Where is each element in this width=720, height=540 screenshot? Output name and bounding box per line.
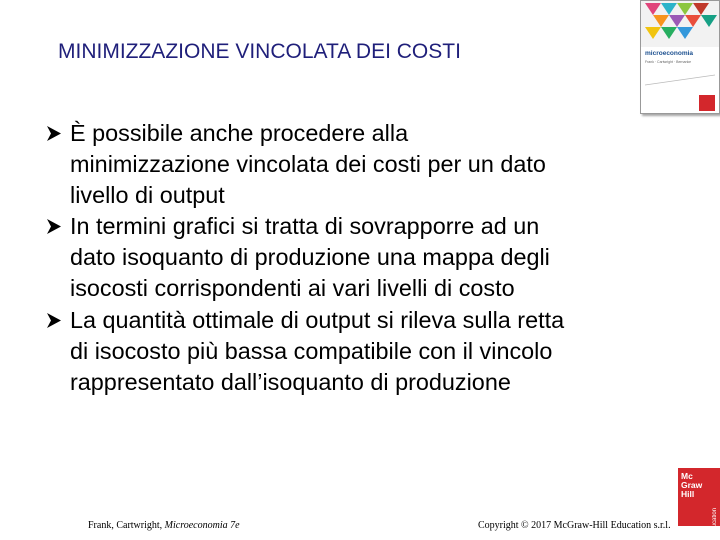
bullet-item [46, 118, 696, 211]
logo-line: Graw [681, 480, 703, 490]
book-title: microeconomia [645, 50, 694, 57]
footer-book-title: Microeconomia 7e [164, 520, 240, 531]
bullet-item [46, 211, 696, 304]
arrow-bullet-icon [46, 218, 62, 235]
slide-title: MINIMIZZAZIONE VINCOLATA DEI COSTI [58, 40, 461, 63]
bullet-line: di isocosto più bassa compatibile con il vincolo [70, 337, 553, 364]
footer-copyright: Copyright © 2017 McGraw-Hill Education s.r.l. [478, 520, 671, 531]
book-cover-decoration [641, 65, 719, 114]
bullet-list [46, 118, 696, 398]
bullet-line: È possibile anche procedere alla [70, 120, 409, 146]
bullet-item [46, 305, 696, 398]
bullet-line: dato isoquanto di produzione una mappa degli [70, 244, 550, 271]
logo-education-text: Education [712, 508, 718, 535]
book-cover-graphic [641, 1, 719, 47]
logo-text [681, 472, 702, 499]
book-cover-image [640, 0, 720, 114]
mcgraw-hill-logo [678, 468, 720, 535]
bullet-line: In termini grafici si tratta di sovrapporre ad un [70, 213, 540, 240]
logo-line: Hill [681, 489, 695, 499]
logo-line: Mc [681, 471, 693, 481]
bullet-line: isocosti corrispondenti ai vari livelli di costo [70, 275, 515, 302]
arrow-bullet-icon [46, 125, 62, 142]
bullet-line: minimizzazione vincolata dei costi per un dato [70, 151, 546, 178]
bullet-line: rappresentato dall’isoquanto di produzione [70, 368, 511, 395]
footer-citation [88, 520, 240, 531]
book-authors: Frank · Cartwright · Bernanke [645, 60, 692, 64]
bullet-line: livello di output [70, 182, 225, 209]
arrow-bullet-icon [46, 312, 62, 329]
bullet-line: La quantità ottimale di output si rileva sulla retta [70, 306, 565, 333]
footer-authors: Frank, Cartwright, [88, 520, 165, 531]
